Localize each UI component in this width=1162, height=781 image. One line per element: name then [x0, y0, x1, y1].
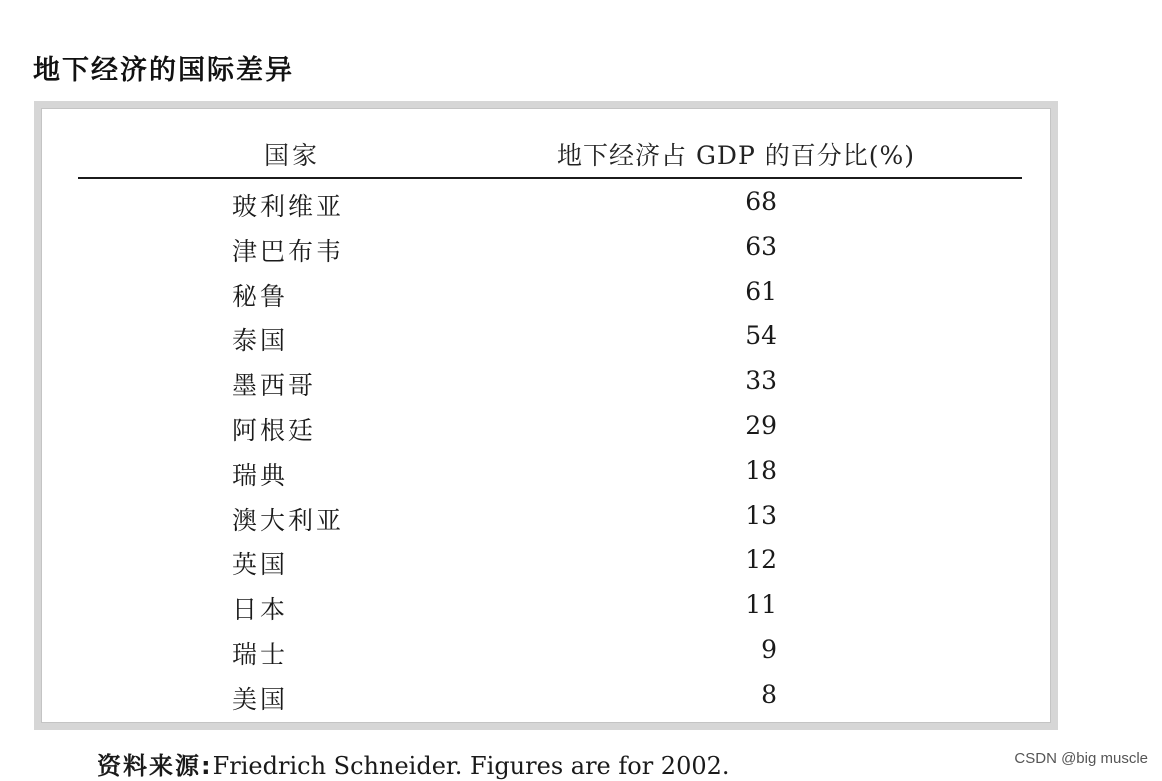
percentage-cell: 13: [745, 500, 777, 530]
country-cell: 秘鲁: [232, 281, 289, 311]
percentage-cell: 12: [745, 545, 777, 575]
table-row: [41, 497, 1051, 542]
header-country: 国家: [264, 141, 321, 170]
country-cell: 瑞士: [232, 639, 289, 669]
country-cell: 美国: [232, 684, 289, 714]
percentage-cell: 18: [745, 455, 777, 485]
country-cell: 澳大利亚: [232, 505, 345, 535]
country-cell: 瑞典: [232, 460, 289, 490]
table-row: [41, 183, 1051, 228]
data-table: [34, 101, 1058, 730]
table-header: [41, 136, 1051, 176]
table-row: [41, 586, 1051, 631]
header-rule: [78, 177, 1022, 179]
table-row: [41, 631, 1051, 676]
country-cell: 阿根廷: [232, 415, 317, 445]
table-row: [41, 228, 1051, 273]
header-percentage: 地下经济占 GDP 的百分比(%): [557, 141, 915, 170]
percentage-cell: 33: [745, 366, 777, 396]
percentage-cell: 29: [745, 410, 777, 440]
table-row: [41, 452, 1051, 497]
source-note: [97, 746, 730, 781]
country-cell: 泰国: [232, 326, 289, 356]
percentage-cell: 11: [745, 590, 777, 620]
country-cell: 日本: [232, 595, 289, 625]
percentage-cell: 8: [761, 679, 777, 709]
table-row: [41, 273, 1051, 318]
country-cell: 玻利维亚: [232, 192, 345, 221]
percentage-cell: 54: [745, 321, 777, 351]
table-row: [41, 407, 1051, 452]
source-label: 资料来源:: [97, 752, 213, 780]
percentage-cell: 68: [745, 187, 777, 216]
table-row: [41, 362, 1051, 407]
country-cell: 津巴布韦: [232, 236, 345, 266]
table-body: [41, 183, 1051, 721]
table-row: [41, 676, 1051, 721]
percentage-cell: 63: [745, 231, 777, 261]
table-row: [41, 317, 1051, 362]
table-row: [41, 541, 1051, 586]
percentage-cell: 61: [745, 276, 777, 306]
source-text: Friedrich Schneider. Figures are for 2002.: [212, 752, 730, 780]
page-title: 地下经济的国际差异: [33, 55, 294, 86]
percentage-cell: 9: [761, 634, 777, 664]
watermark: CSDN @big muscle: [1014, 750, 1148, 767]
country-cell: 英国: [232, 550, 289, 580]
country-cell: 墨西哥: [232, 371, 317, 401]
